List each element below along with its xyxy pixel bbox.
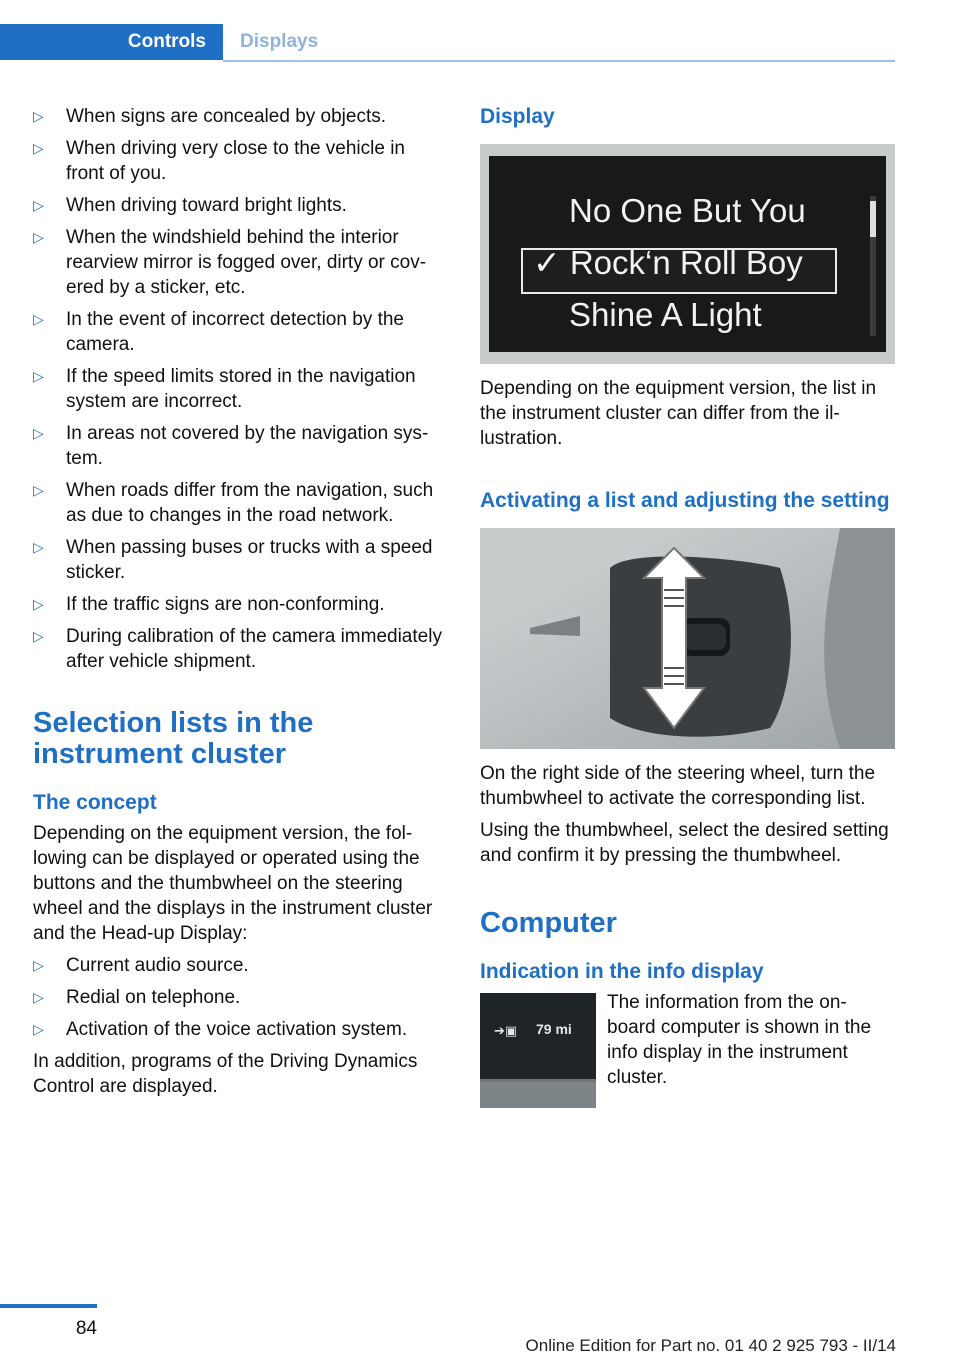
triangle-bullet-icon: ▷ bbox=[33, 628, 44, 644]
activating-text-1: On the right side of the steering wheel, turn the thumbwheel to activate the corresponding list. bbox=[480, 763, 876, 809]
triangle-bullet-icon: ▷ bbox=[33, 989, 44, 1005]
fuel-range-icon: ➔▣ bbox=[494, 1023, 518, 1038]
concept-bullet-list bbox=[33, 953, 448, 1042]
list-item: ▷ When the windshield behind the interior rearview mirror is fogged over, dirty or covered by a sticker, etc. bbox=[33, 227, 427, 298]
list-item: ▷ When driving toward bright lights. bbox=[33, 195, 347, 216]
list-item: ▷ In areas not covered by the navigation system. bbox=[33, 423, 429, 469]
triangle-bullet-icon: ▷ bbox=[33, 1021, 44, 1037]
tab-underline bbox=[223, 60, 895, 62]
triangle-bullet-icon: ▷ bbox=[33, 108, 44, 124]
edition-text: Online Edition for Part no. 01 40 2 925 793 - II/14 bbox=[525, 1336, 896, 1355]
triangle-bullet-icon: ▷ bbox=[33, 140, 44, 156]
section-title: Selection lists in the instrument cluster bbox=[33, 707, 314, 770]
activating-heading: Activating a list and adjusting the setting bbox=[480, 489, 890, 512]
triangle-bullet-icon: ▷ bbox=[33, 425, 44, 441]
list-item: ▷ If the speed limits stored in the navigation system are incorrect. bbox=[33, 366, 416, 412]
page-number: 84 bbox=[75, 1318, 97, 1339]
list-item: ▷ During calibration of the camera immediately after vehicle shipment. bbox=[33, 626, 442, 672]
triangle-bullet-icon: ▷ bbox=[33, 197, 44, 213]
triangle-bullet-icon: ▷ bbox=[33, 229, 44, 245]
list-item: ▷ Redial on telephone. bbox=[33, 987, 241, 1008]
right-column bbox=[480, 100, 895, 1115]
triangle-bullet-icon: ▷ bbox=[33, 539, 44, 555]
info-display-screen bbox=[480, 993, 596, 1079]
concept-heading: The concept bbox=[33, 791, 157, 814]
footer-rule bbox=[0, 1304, 97, 1308]
list-item: ▷ When passing buses or trucks with a speed sticker. bbox=[33, 537, 433, 583]
left-column bbox=[33, 100, 448, 1099]
info-text: The information from the on-board computer is shown in the info display in the instrument cluster. bbox=[607, 992, 872, 1088]
triangle-bullet-icon: ▷ bbox=[33, 482, 44, 498]
display-caption: Depending on the equipment version, the list in the instrument cluster can differ from the illustration. bbox=[480, 378, 877, 449]
triangle-bullet-icon: ▷ bbox=[33, 957, 44, 973]
display-heading: Display bbox=[480, 105, 555, 128]
info-display-illustration bbox=[480, 993, 596, 1108]
steering-wheel-illustration bbox=[480, 528, 895, 749]
steering-wheel-icon bbox=[480, 528, 895, 749]
triangle-bullet-icon: ▷ bbox=[33, 311, 44, 327]
cluster-screen bbox=[489, 156, 886, 352]
info-display-bezel bbox=[480, 1082, 596, 1108]
computer-title: Computer bbox=[480, 907, 617, 939]
concept-text: Depending on the equipment version, the following can be displayed or operated using the buttons and the thumbwheel on the steering wheel and the displays in the instrument cluster and the Head-up Display: bbox=[33, 823, 433, 944]
list-entry-2: ✓ Rock‘n Roll Boy bbox=[533, 244, 803, 281]
tab-displays[interactable]: Displays bbox=[240, 31, 319, 52]
scroll-thumb bbox=[870, 201, 876, 237]
triangle-bullet-icon: ▷ bbox=[33, 596, 44, 612]
display-illustration bbox=[480, 144, 895, 364]
limits-bullet-list bbox=[33, 104, 448, 674]
list-entry-3: Shine A Light bbox=[569, 296, 762, 333]
list-item: ▷ Activation of the voice activation system. bbox=[33, 1019, 408, 1040]
triangle-bullet-icon: ▷ bbox=[33, 368, 44, 384]
tab-controls[interactable]: Controls bbox=[0, 24, 223, 60]
list-item: ▷ When roads differ from the navigation, such as due to changes in the road network. bbox=[33, 480, 434, 526]
list-item: ▷ In the event of incorrect detection by the camera. bbox=[33, 309, 404, 355]
list-item: ▷ If the traffic signs are non-conforming. bbox=[33, 594, 385, 615]
list-item: ▷ When signs are concealed by objects. bbox=[33, 106, 387, 127]
info-block bbox=[480, 990, 895, 1115]
list-item: ▷ Current audio source. bbox=[33, 955, 249, 976]
info-heading: Indication in the info display bbox=[480, 960, 764, 983]
addition-text: In addition, programs of the Driving Dynamics Control are displayed. bbox=[33, 1051, 418, 1097]
list-entry-1: No One But You bbox=[569, 192, 806, 229]
range-value: 79 mi bbox=[536, 1021, 572, 1037]
activating-text-2: Using the thumbwheel, select the desired setting and confirm it by pressing the thumbwheel. bbox=[480, 820, 889, 866]
list-item: ▷ When driving very close to the vehicle in front of you. bbox=[33, 138, 405, 184]
chapter-tabs bbox=[0, 24, 895, 60]
